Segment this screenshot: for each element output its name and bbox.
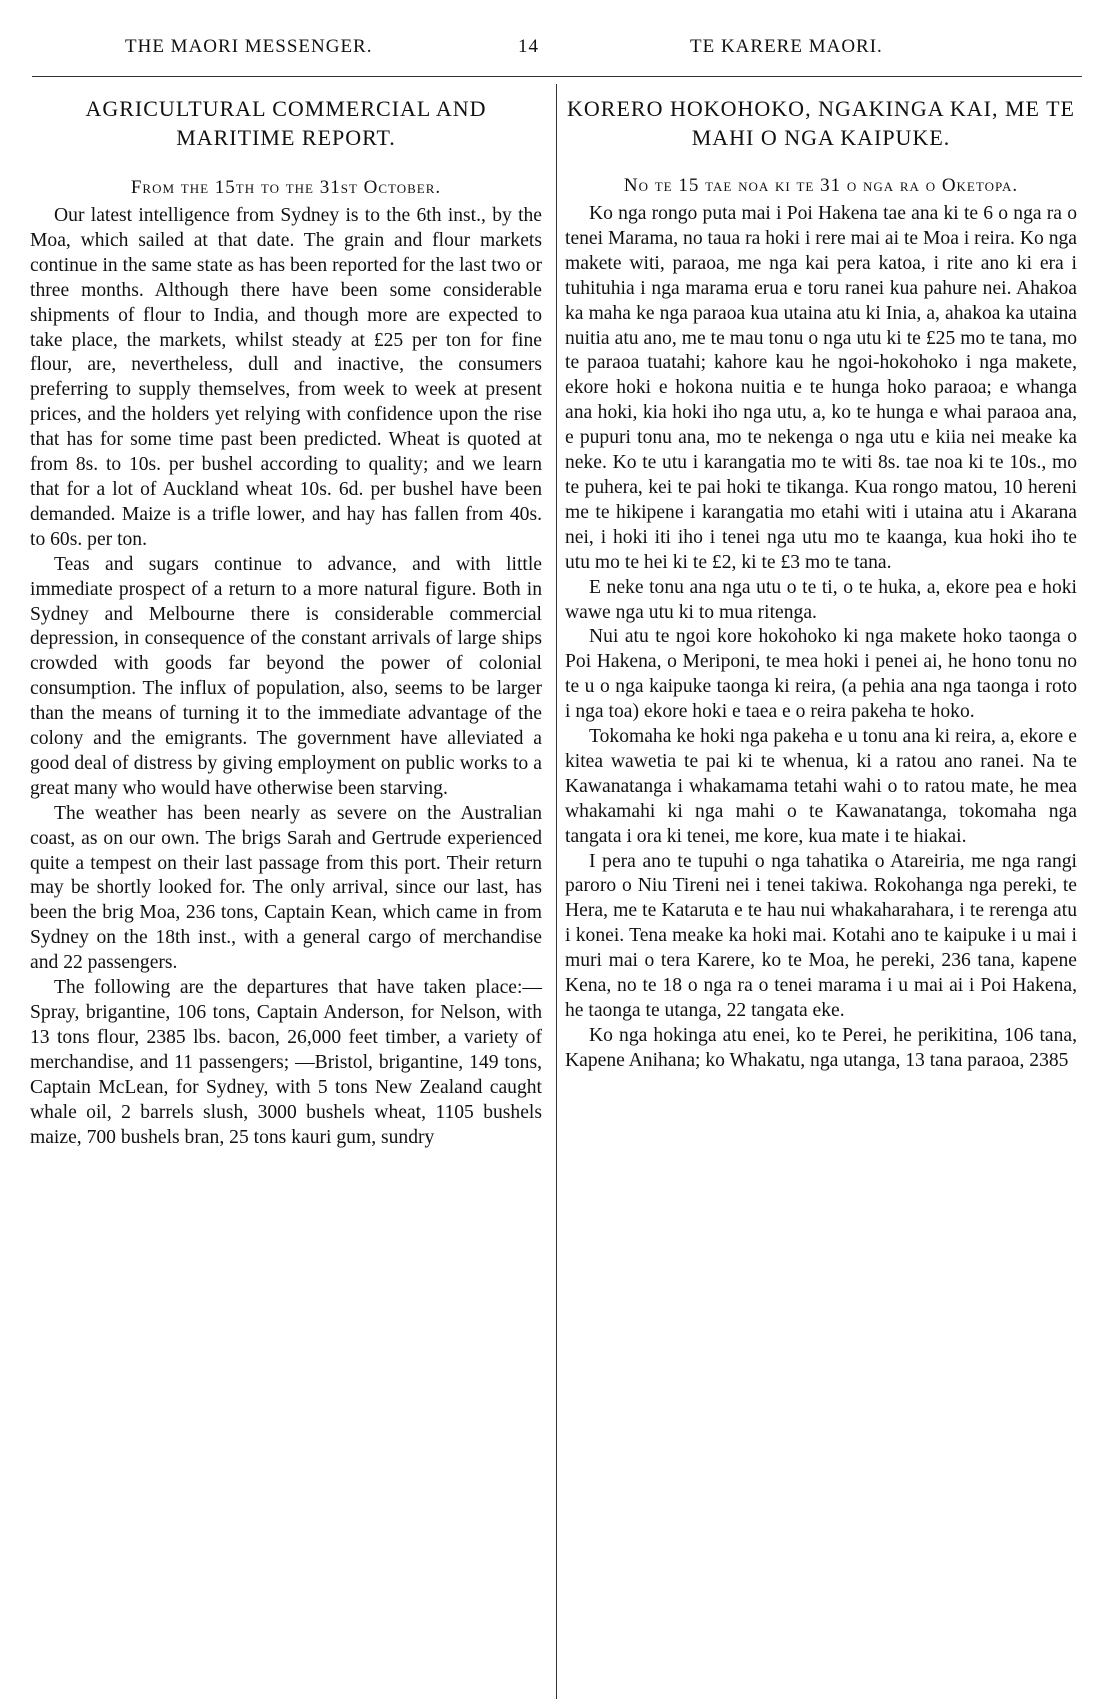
maori-column	[565, 94, 1077, 1074]
running-head-maori-title: TE KARERE MAORI.	[690, 36, 883, 57]
column-divider	[556, 84, 557, 1699]
english-paragraph: The weather has been nearly as severe on the Australian coast, as on our own. The brigs Sarah and Gertrude experienced quite a tempest on their last passage from this port. Their return may be shortly looked for. The only arrival, since our last, has been the brig Moa, 236 tons, Captain Kean, which came in from Sydney on the 18th inst., with a general cargo of merchandise and 22 passengers.	[30, 802, 542, 974]
page-number: 14	[518, 36, 539, 57]
english-paragraph: Teas and sugars continue to advance, and with little immediate prospect of a return to a more natural figure. Both in Sydney and Melbourne there is considerable commercial depression, in consequence of the constant arrivals of large ships crowded with goods far beyond the power of colonial consumption. The influx of population, also, seems to be larger than the means of turning it to the immediate advantage of the colony and the emigrants. The government have alleviated a good deal of distress by giving employment on public works to a great many who would have otherwise been starving.	[30, 553, 542, 799]
running-head-english-title: THE MAORI MESSENGER.	[125, 36, 373, 57]
maori-paragraph: Ko nga rongo puta mai i Poi Hakena tae ana ki te 6 o nga ra o tenei Marama, no taua ra hoki i rere mai ai te Moa i reira. Ko nga makete witi, paraoa, me nga kai pera katoa, i rite ano ki era i tuhituhia i nga marama erua e toru ranei kua pahure nei. Ahakoa ka maha ke nga paraoa kua utaina atu ki Inia, a, ahakoa ka utaina nuitia atu ano, me te mau tonu o nga utu ki te £25 mo te tana, mo te paraoa tuatahi; kahore kau he ngoi-hokohoko i nga makete, ekore hoki e hokona nuitia e te hunga hoko paraoa; e whanga ana hoki, kia hoki iho nga utu, a, ko te hunga e whai paraoa ana, e pupuri tonu ana, mo te nekenga o nga utu e kiia nei meake ka neke. Ko te utu i karangatia mo te witi 8s. tae noa ki te 10s., mo te puhera, kei te pai hoki te tikanga. Kua rongo matou, 10 hereni me te hikipene i karangatia mo etahi witi i utaina atu i Akarana nei, i hoki iti iho i tenei nga utu mo te kaanga, kua hoki iho te utu mo te hei ki te £2, ki te £3 mo te tana.	[565, 203, 1077, 573]
english-paragraph: The following are the departures that have taken place:—Spray, brigantine, 106 tons, Captain Anderson, for Nelson, with 13 tons flour, 2385 lbs. bacon, 26,000 feet timber, a variety of merchandise, and 11 passengers; —Bristol, brigantine, 149 tons, Captain McLean, for Sydney, with 5 tons New Zealand caught whale oil, 2 barrels slush, 3000 bushels wheat, 1105 bushels maize, 700 bushels bran, 25 tons kauri gum, sundry	[30, 977, 542, 1148]
maori-paragraph: Tokomaha ke hoki nga pakeha e u tonu ana ki reira, a, ekore e kitea wawetia te pai ki te whenua, ki a ratou ano ranei. Na te Kawanatanga i whakamama tetahi wahi o to ratou mate, he mea whakamahi ki nga mahi o te Kawanatanga, tokomaha nga tangata i ora ki tenei, me kore, kua mate i te hiakai.	[565, 726, 1077, 847]
maori-paragraph: Nui atu te ngoi kore hokohoko ki nga makete hoko taonga o Poi Hakena, o Meriponi, te mea hoki i penei ai, he hono tonu no te u o nga kaipuke taonga ki reira, (a pehia ana nga taonga i roto i nga toa) ekore hoki e taea e o reira pakeha te hoko.	[565, 626, 1077, 723]
maori-paragraph: I pera ano te tupuhi o nga tahatika o Atareiria, me nga rangi paroro o Niu Tireni nei i tenei takiwa. Rokohanga nga pereki, te Hera, me te Kataruta e te hau nui whakaharahara, i te rerenga atu i konei. Tena meake ka hoki mai. Kotahi ano te kaipuke i u mai i muri mai o tera Karere, ko te Moa, he pereki, 236 tana, kapene Kena, no te 18 o nga ra o tenei marama i u mai ai i Poi Hakena, he taonga te utanga, 22 tangata eke.	[565, 850, 1077, 1021]
maori-paragraph: E neke tonu ana nga utu o te ti, o te huka, a, ekore pea e hoki wawe nga utu ki to mua ritenga.	[565, 576, 1077, 623]
english-column	[30, 94, 542, 1150]
english-report-dates: From the 15th to the 31st October.	[130, 177, 442, 198]
maori-report-title: KORERO HOKOHOKO, NGAKINGA KAI, ME TE MAHI O NGA KAIPUKE.	[567, 96, 1075, 150]
maori-paragraph: Ko nga hokinga atu enei, ko te Perei, he perikitina, 106 tana, Kapene Anihana; ko Whakatu, nga utanga, 13 tana paraoa, 2385	[565, 1024, 1077, 1071]
running-head	[0, 26, 1114, 66]
maori-report-dates: No te 15 tae noa ki te 31 o nga ra o Oketopa.	[623, 175, 1019, 196]
header-rule	[32, 76, 1082, 77]
english-report-title: AGRICULTURAL COMMERCIAL AND MARITIME REPORT.	[85, 96, 487, 150]
english-paragraph: Our latest intelligence from Sydney is to the 6th inst., by the Moa, which sailed at that date. The grain and flour markets continue in the same state as has been reported for the last two or three months. Although there have been some considerable shipments of flour to India, and though more are expected to take place, the markets, whilst steady at £25 per ton for fine flour, are, nevertheless, dull and inactive, the consumers preferring to supply themselves, from week to week at present prices, and the holders yet relying with confidence upon the rise that has for some time past been predicted. Wheat is quoted at from 8s. to 10s. per bushel according to quality; and we learn that for a lot of Auckland wheat 10s. 6d. per bushel have been demanded. Maize is a trifle lower, and hay has fallen from 40s. to 60s. per ton.	[30, 205, 542, 550]
